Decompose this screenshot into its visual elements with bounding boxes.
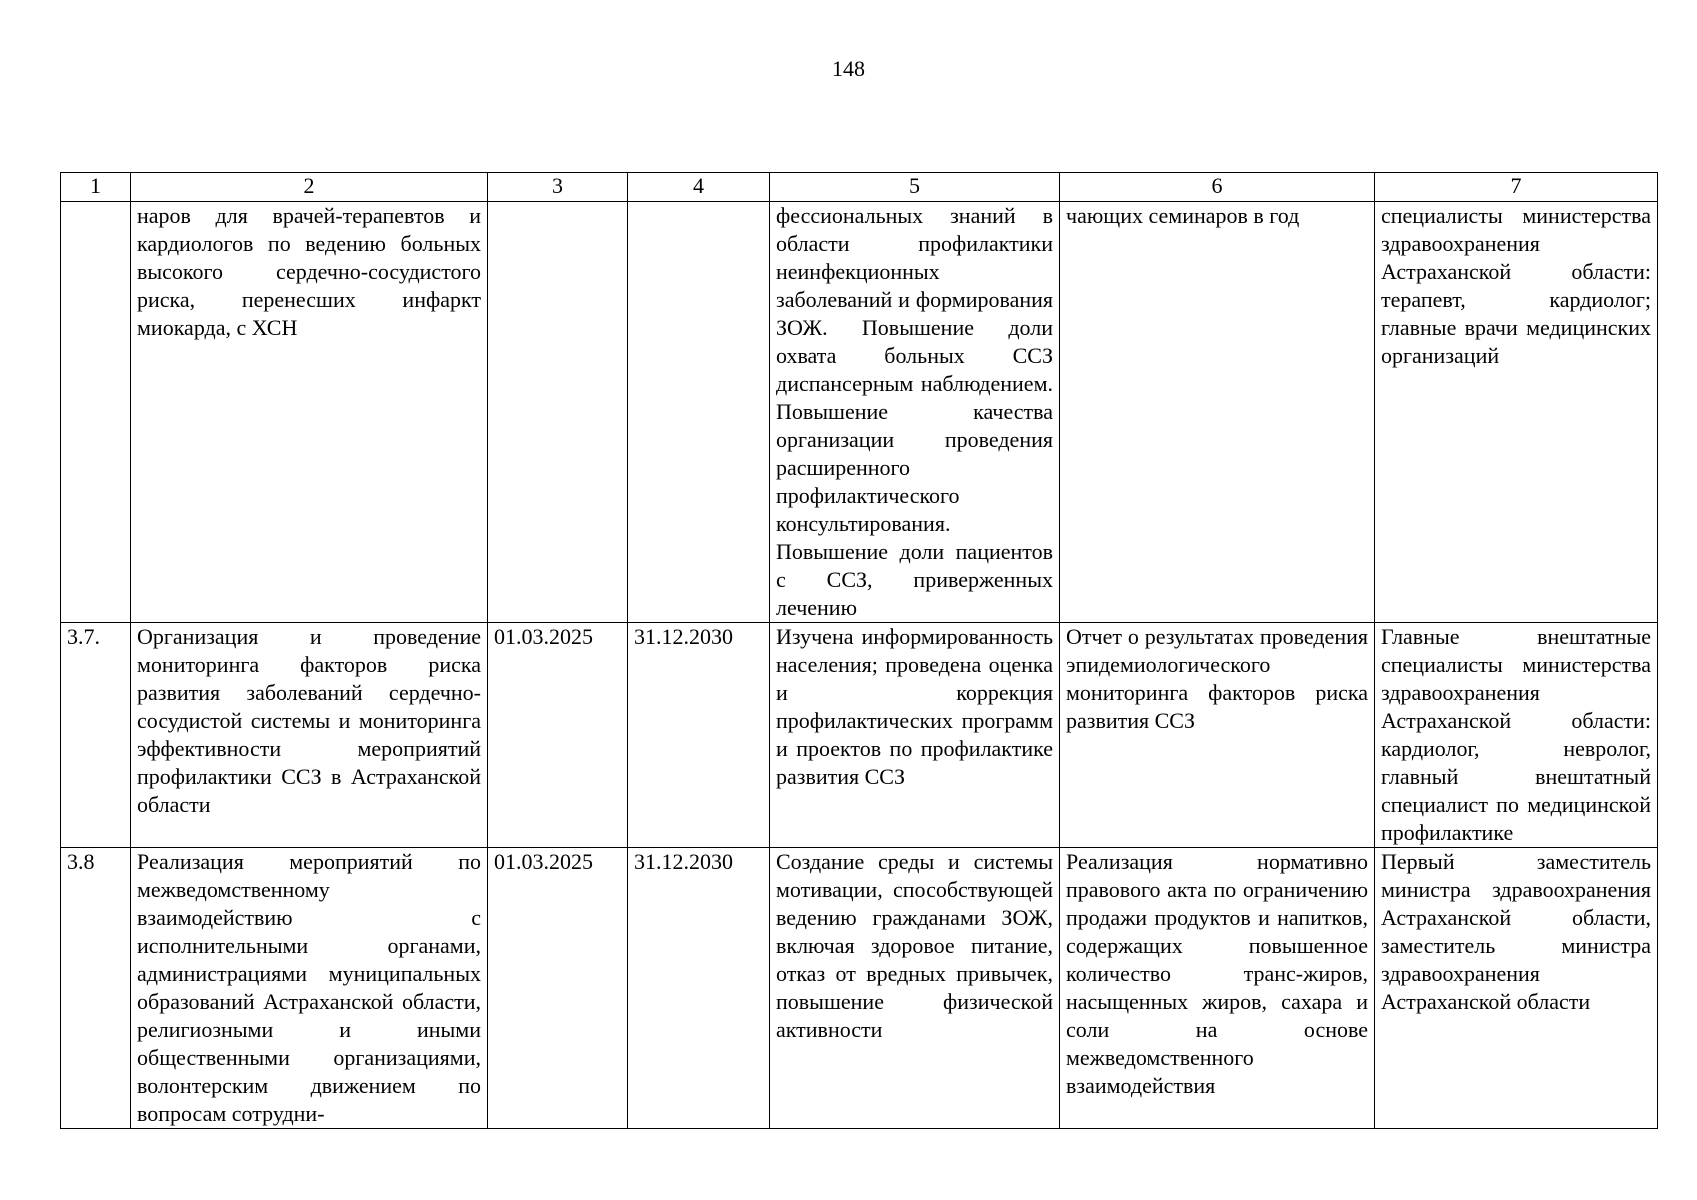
start-date-cell bbox=[488, 202, 628, 623]
activity-cell: Реализация мероприятий по межведомственному взаимодействию с исполнительными органами, администрациями муниципальных образований Астраханской области, религиозными и иными общественными организациями, волонтерским движением по вопросам сотрудни- bbox=[131, 848, 488, 1129]
item-number: 3.7. bbox=[61, 623, 131, 848]
indicator-cell: Отчет о результатах проведения эпидемиологического мониторинга факторов риска развития ССЗ bbox=[1060, 623, 1375, 848]
start-date-cell: 01.03.2025 bbox=[488, 848, 628, 1129]
result-cell: Создание среды и системы мотивации, способствующей ведению гражданами ЗОЖ, включая здоровое питание, отказ от вредных привычек, повышение физической активности bbox=[770, 848, 1060, 1129]
start-date-cell: 01.03.2025 bbox=[488, 623, 628, 848]
activity-cell: наров для врачей-терапевтов и кардиологов по ведению больных высокого сердечно-сосудистого риска, перенесших инфаркт миокарда, с ХСН bbox=[131, 202, 488, 623]
result-cell: Изучена информированность населения; проведена оценка и коррекция профилактических программ и проектов по профилактике развития ССЗ bbox=[770, 623, 1060, 848]
indicator-cell: чающих семинаров в год bbox=[1060, 202, 1375, 623]
responsible-cell: Главные внештатные специалисты министерства здравоохранения Астраханской области: кардиолог, невролог, главный внештатный специалист по медицинской профилактике bbox=[1375, 623, 1658, 848]
responsible-cell: Первый заместитель министра здравоохранения Астраханской области, заместитель министра здравоохранения Астраханской области bbox=[1375, 848, 1658, 1129]
column-header: 5 bbox=[770, 173, 1060, 202]
column-header: 1 bbox=[61, 173, 131, 202]
page-number: 148 bbox=[832, 56, 865, 81]
column-header: 2 bbox=[131, 173, 488, 202]
table-row bbox=[61, 202, 1658, 623]
table-row bbox=[61, 623, 1658, 848]
table-row bbox=[61, 848, 1658, 1129]
item-number: 3.8 bbox=[61, 848, 131, 1129]
column-header: 4 bbox=[628, 173, 770, 202]
indicator-cell: Реализация нормативно правового акта по ограничению продажи продуктов и напитков, содержащих повышенное количество транс-жиров, насыщенных жиров, сахара и соли на основе межведомственного взаимодействия bbox=[1060, 848, 1375, 1129]
column-header: 6 bbox=[1060, 173, 1375, 202]
column-header: 7 bbox=[1375, 173, 1658, 202]
item-number bbox=[61, 202, 131, 623]
measures-table bbox=[60, 172, 1658, 1129]
header-row bbox=[61, 173, 1658, 202]
activity-cell: Организация и проведение мониторинга факторов риска развития заболеваний сердечно-сосудистой системы и мониторинга эффективности мероприятий профилактики ССЗ в Астраханской области bbox=[131, 623, 488, 848]
responsible-cell: специалисты министерства здравоохранения Астраханской области: терапевт, кардиолог; главные врачи медицинских организаций bbox=[1375, 202, 1658, 623]
result-cell: фессиональных знаний в области профилактики неинфекционных заболеваний и формирования ЗОЖ. Повышение доли охвата больных ССЗ диспансерным наблюдением. Повышение качества организации проведения расширенного профилактического консультирования. Повышение доли пациентов с ССЗ, приверженных лечению bbox=[770, 202, 1060, 623]
column-header: 3 bbox=[488, 173, 628, 202]
end-date-cell bbox=[628, 202, 770, 623]
end-date-cell: 31.12.2030 bbox=[628, 623, 770, 848]
end-date-cell: 31.12.2030 bbox=[628, 848, 770, 1129]
